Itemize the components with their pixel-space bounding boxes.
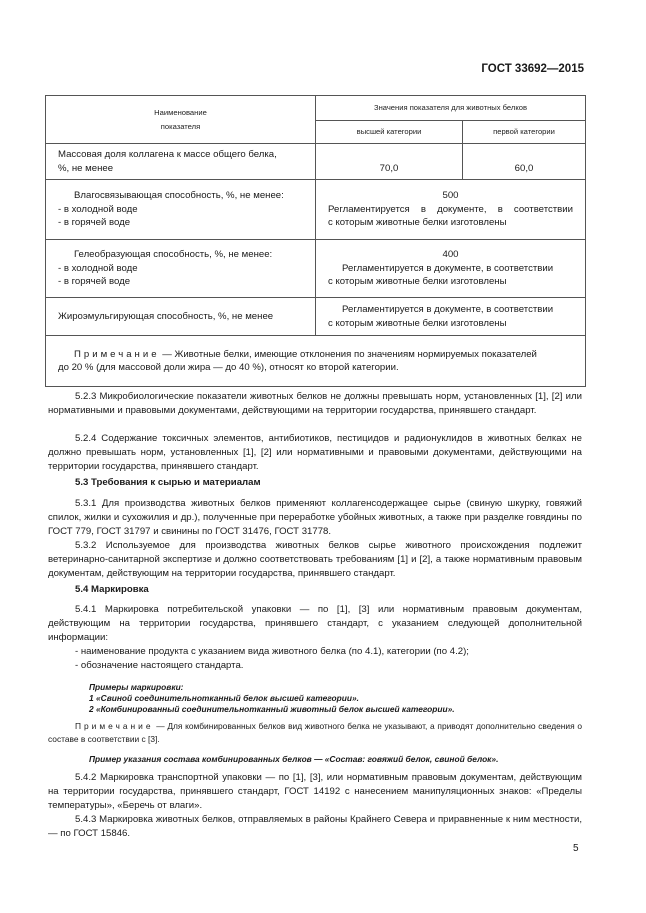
- paragraph-5-2-3: 5.2.3 Микробиологические показатели животных белков не должны превышать норм, установленных [1], [2] или нормативными и правовыми документами, действующими на территории государства, принявшего стандарт.: [48, 391, 582, 416]
- header-values: Значения показателя для животных белков: [316, 96, 586, 121]
- composition-example: Пример указания состава комбинированных белков — «Состав: говяжий белок, свиной белок».: [89, 754, 499, 764]
- paragraph-5-3-1: 5.3.1 Для производства животных белков применяют коллагенсодержащее сырье (свиную шкурку, говяжий спилок, жилки и сухожилия и др.), полученные при переработке убойных животных, а также при разделке говядины по ГОСТ 779, ГОСТ 31797 и свинины по ГОСТ 31476, ГОСТ 31778.: [48, 498, 582, 537]
- document-id: ГОСТ 33692—2015: [481, 63, 584, 75]
- table-header-row: [46, 96, 586, 121]
- paragraph-5-2-4: 5.2.4 Содержание токсичных элементов, антибиотиков, пестицидов и радионуклидов в животных белках не должно превышать норм, установленных [1], [2] или нормативными и правовыми документами, действующими на территории государства, принявшего стандарт.: [48, 433, 582, 472]
- row-name: Гелеобразующая способность, %, не менее: - в холодной воде - в горячей воде: [46, 240, 316, 298]
- row-value: Регламентируется в документе, в соответствии с которым животные белки изготовлены: [316, 298, 586, 336]
- table-note-row: [46, 336, 586, 387]
- header-category-highest: высшей категории: [316, 121, 463, 144]
- table-row: [46, 240, 586, 298]
- row-value: 70,0: [316, 144, 463, 180]
- paragraph-5-4-3: 5.4.3 Маркировка животных белков, отправляемых в районы Крайнего Севера и приравненные к ним местности, — по ГОСТ 15846.: [48, 814, 582, 839]
- list-item: - обозначение настоящего стандарта.: [75, 660, 244, 671]
- row-value: 400 Регламентируется в документе, в соответствии с которым животные белки изготовлены: [316, 240, 586, 298]
- paragraph-5-3-2: 5.3.2 Используемое для производства животных белков сырье животного происхождения подлежит ветеринарно-санитарной экспертизе и должно соответствовать требованиям [1] и [2], а также нормативным правовым документам, действующим на территории государства, принявшего стандарт.: [48, 540, 582, 579]
- header-category-first: первой категории: [463, 121, 586, 144]
- row-name: Влагосвязывающая способность, %, не менее: - в холодной воде - в горячей воде: [46, 180, 316, 240]
- row-value: 60,0: [463, 144, 586, 180]
- row-name: Жироэмульгирующая способность, %, не менее: [46, 298, 316, 336]
- row-name: Массовая доля коллагена к массе общего белка, %, не менее: [46, 144, 316, 180]
- marking-note: Примечание — Для комбинированных белков вид животного белка не указывают, а приводят дополнительно сведения о составе в соответствии с [3].: [48, 721, 583, 744]
- example-1: 1 «Свиной соединительнотканный белок высшей категории».: [89, 693, 359, 703]
- list-item: - наименование продукта с указанием вида животного белка (по 4.1), категории (по 4.2);: [75, 646, 469, 657]
- table-row: [46, 144, 586, 180]
- row-value: 500 Регламентируется в документе, в соответствии с которым животные белки изготовлены: [316, 180, 586, 240]
- table-note: Примечание — Животные белки, имеющие отклонения по значениям нормируемых показателей до 20 % (для массовой доли жира — до 40 %), относят ко второй категории.: [46, 336, 586, 387]
- paragraph-5-4-1: 5.4.1 Маркировка потребительской упаковки — по [1], [3] или нормативным правовым документам, действующим на территории государства, принявшего стандарт, с указанием следующей дополнительной информации:: [48, 604, 582, 643]
- table-row: [46, 298, 586, 336]
- page-number: 5: [573, 843, 579, 854]
- header-indicator-name: Наименование показателя: [46, 96, 316, 144]
- example-2: 2 «Комбинированный соединительнотканный животный белок высшей категории».: [89, 704, 455, 714]
- paragraph-5-4-2: 5.4.2 Маркировка транспортной упаковки — по [1], [3], или нормативным правовым документам, действующим на территории государства, принявшего стандарт, ГОСТ 14192 с нанесением манипуляционных знаков: «Пределы температуры», «Беречь от влаги».: [48, 772, 582, 811]
- examples-title: Примеры маркировки:: [89, 682, 184, 692]
- table-row: [46, 180, 586, 240]
- section-heading-5-4: 5.4 Маркировка: [75, 584, 149, 595]
- requirements-table: [45, 95, 586, 387]
- section-heading-5-3: 5.3 Требования к сырью и материалам: [75, 477, 261, 488]
